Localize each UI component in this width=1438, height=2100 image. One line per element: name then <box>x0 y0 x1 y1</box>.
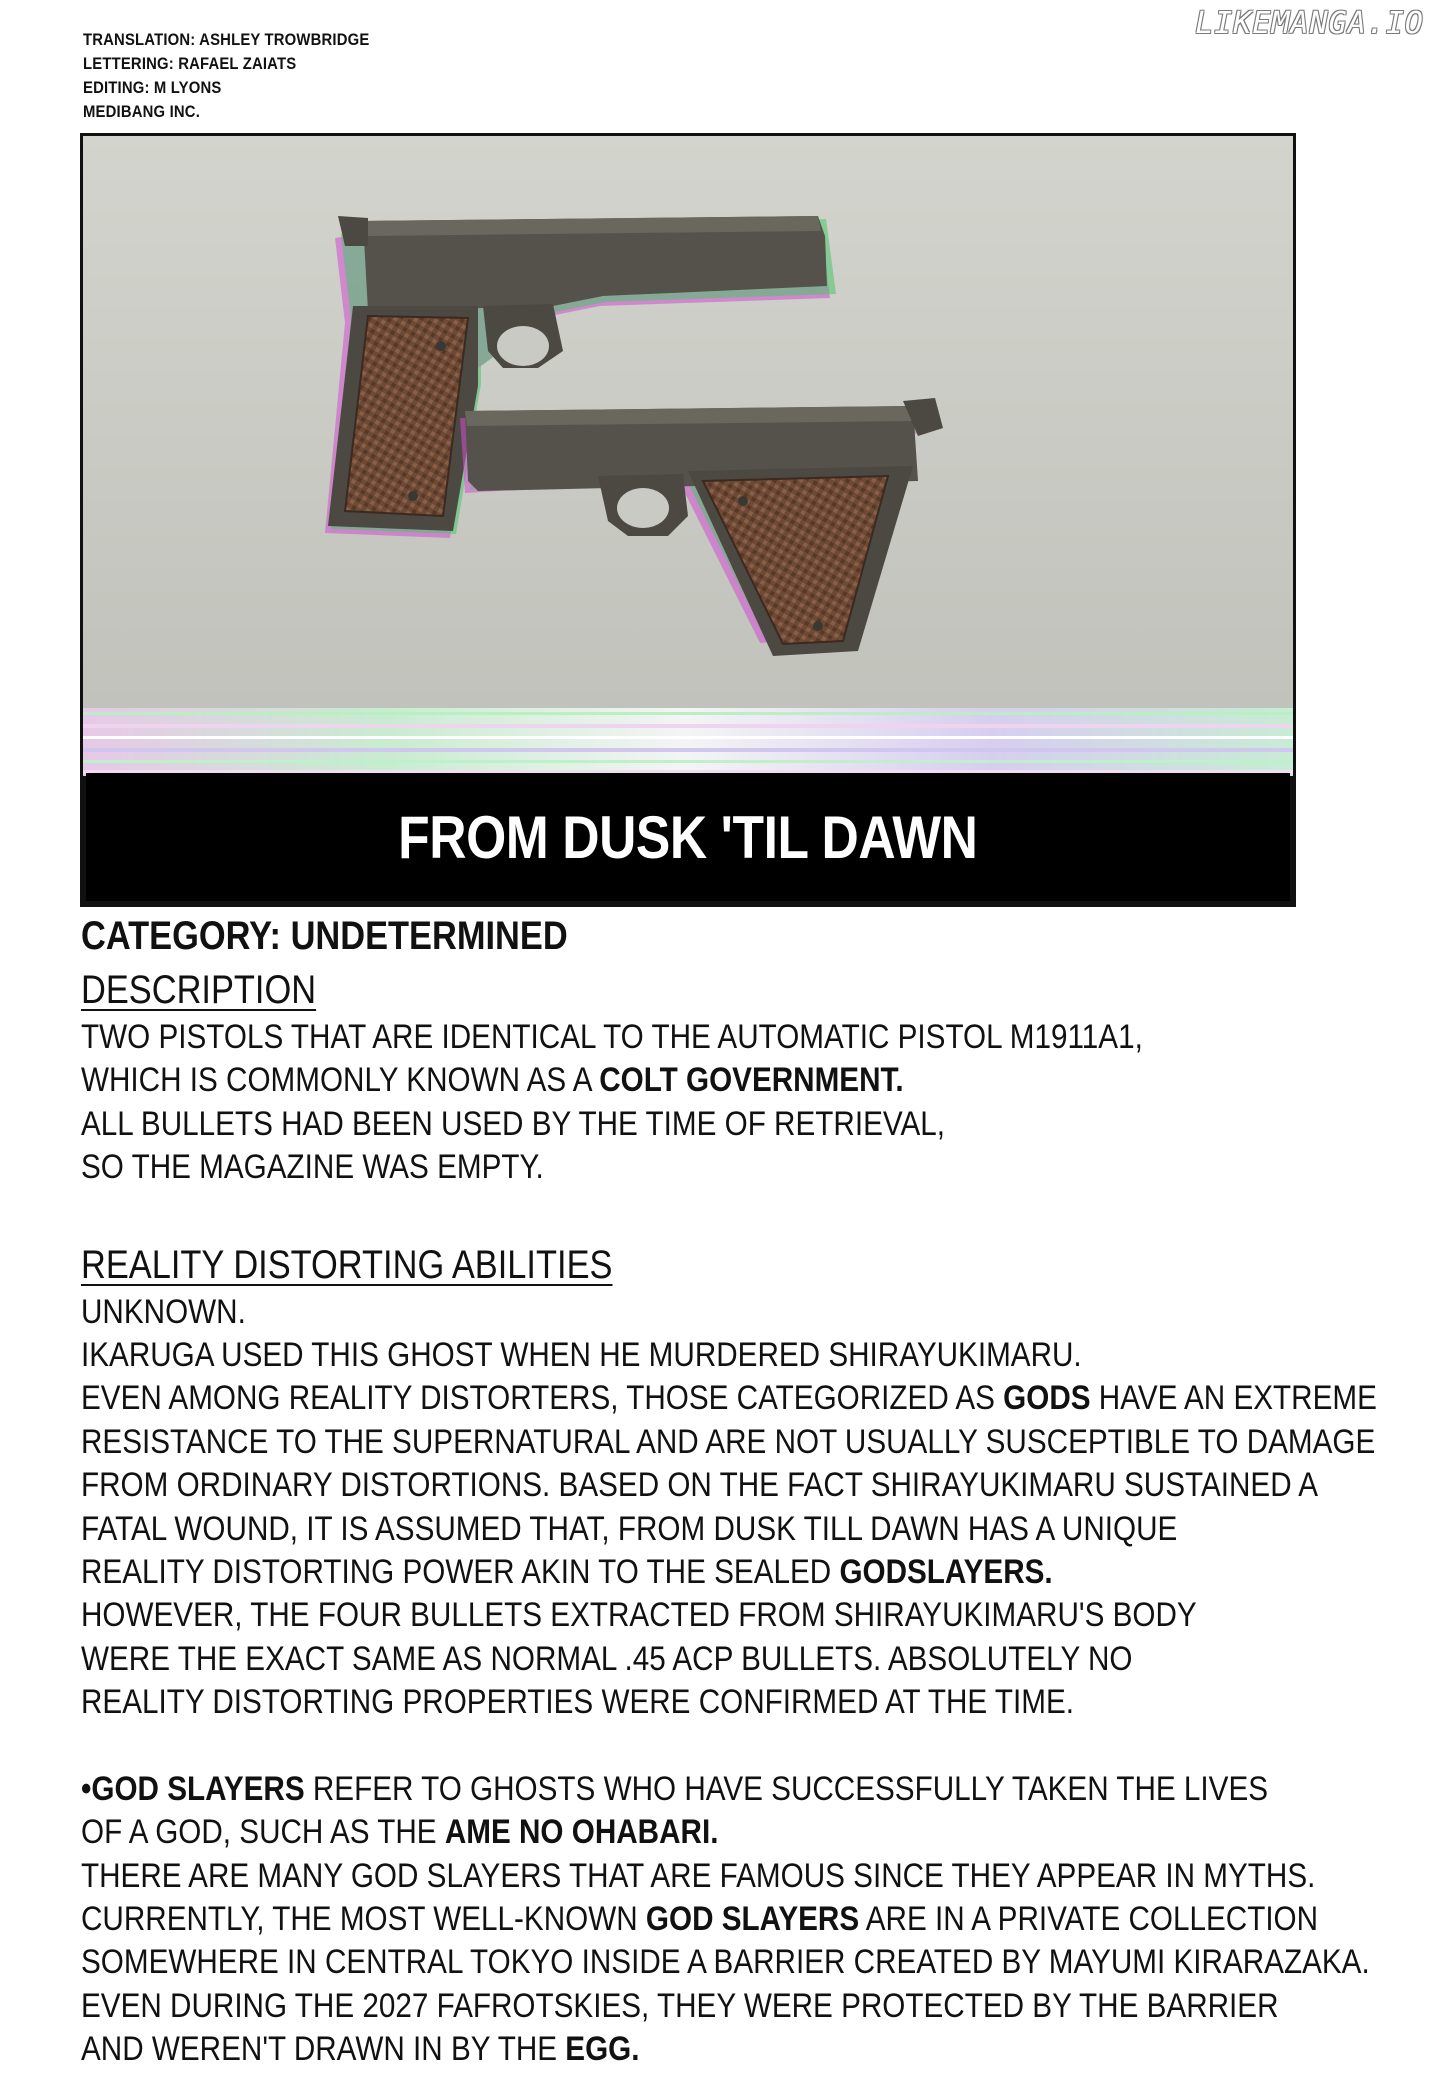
bold-term: GODSLAYERS. <box>839 1553 1053 1592</box>
credits-block <box>83 28 369 124</box>
text-run: WHICH IS COMMONLY KNOWN AS A <box>81 1061 600 1100</box>
text-run: REFER TO GHOSTS WHO HAVE SUCCESSFULLY TAKEN THE LIVES <box>304 1769 1269 1808</box>
abilities-line-9: WERE THE EXACT SAME AS NORMAL .45 ACP BULLETS. ABSOLUTELY NO <box>81 1639 1133 1678</box>
abilities-line-7 <box>81 1551 1216 1594</box>
site-watermark: LIKEMANGA.IO <box>1195 6 1424 41</box>
abilities-line-5: FROM ORDINARY DISTORTIONS. BASED ON THE FACT SHIRAYUKIMARU SUSTAINED A <box>81 1466 1319 1505</box>
abilities-heading: REALITY DISTORTING ABILITIES <box>81 1242 613 1287</box>
category-line: CATEGORY: UNDETERMINED <box>81 914 568 958</box>
note-line-6: EVEN DURING THE 2027 FAFROTSKIES, THEY WERE PROTECTED BY THE BARRIER <box>81 1986 1279 2025</box>
pistols-illustration <box>83 136 1293 776</box>
note-line-2 <box>81 1811 1216 1854</box>
note-line-4 <box>81 1898 1319 1941</box>
ghost-record <box>81 908 1377 2072</box>
abilities-line-8: HOWEVER, THE FOUR BULLETS EXTRACTED FROM SHIRAYUKIMARU'S BODY <box>81 1596 1197 1635</box>
description-heading: DESCRIPTION <box>81 968 317 1012</box>
text-run: EVEN AMONG REALITY DISTORTERS, THOSE CATEGORIZED AS <box>81 1379 1004 1418</box>
title-band <box>86 773 1290 901</box>
abilities-line-3 <box>81 1377 1377 1420</box>
note-line-3: THERE ARE MANY GOD SLAYERS THAT ARE FAMOUS SINCE THEY APPEAR IN MYTHS. <box>81 1856 1316 1895</box>
pistols-photo-panel <box>80 133 1296 907</box>
text-run: OF A GOD, SUCH AS THE <box>81 1813 445 1852</box>
abilities-line-4: RESISTANCE TO THE SUPERNATURAL AND ARE NOT USUALLY SUSCEPTIBLE TO DAMAGE <box>81 1422 1376 1461</box>
note-line-7 <box>81 2028 1216 2071</box>
credit-editing: EDITING: M LYONS <box>83 79 222 97</box>
bold-term: •GOD SLAYERS <box>81 1769 305 1808</box>
credit-translation: TRANSLATION: ASHLEY TROWBRIDGE <box>83 31 370 49</box>
description-line-3: ALL BULLETS HAD BEEN USED BY THE TIME OF RETRIEVAL, <box>81 1104 945 1143</box>
glitch-band <box>83 708 1293 776</box>
description-line-2 <box>81 1059 1216 1102</box>
description-line-1: TWO PISTOLS THAT ARE IDENTICAL TO THE AUTOMATIC PISTOL M1911A1, <box>81 1018 1143 1056</box>
bold-term: EGG. <box>565 2030 640 2069</box>
abilities-line-2: IKARUGA USED THIS GHOST WHEN HE MURDERED SHIRAYUKIMARU. <box>81 1336 1082 1375</box>
ghost-title: FROM DUSK 'TIL DAWN <box>398 803 978 871</box>
text-run: HAVE AN EXTREME <box>1090 1379 1377 1418</box>
description-line-4: SO THE MAGAZINE WAS EMPTY. <box>81 1148 544 1187</box>
credit-publisher: MEDIBANG INC. <box>83 103 201 121</box>
note-line-5: SOMEWHERE IN CENTRAL TOKYO INSIDE A BARRIER CREATED BY MAYUMI KIRARAZAKA. <box>81 1943 1370 1982</box>
abilities-line-6: FATAL WOUND, IT IS ASSUMED THAT, FROM DUSK TILL DAWN HAS A UNIQUE <box>81 1509 1178 1548</box>
abilities-line-10: REALITY DISTORTING PROPERTIES WERE CONFIRMED AT THE TIME. <box>81 1683 1075 1722</box>
abilities-line-1: UNKNOWN. <box>81 1292 246 1331</box>
bold-term: GODS <box>1003 1379 1091 1418</box>
text-run: ARE IN A PRIVATE COLLECTION <box>859 1899 1319 1938</box>
credit-lettering: LETTERING: RAFAEL ZAIATS <box>83 55 297 73</box>
text-run: CURRENTLY, THE MOST WELL-KNOWN <box>81 1899 646 1938</box>
text-run: REALITY DISTORTING POWER AKIN TO THE SEALED <box>81 1553 840 1592</box>
bold-term: COLT GOVERNMENT. <box>599 1061 904 1100</box>
text-run: AND WEREN'T DRAWN IN BY THE <box>81 2030 566 2069</box>
note-line-1 <box>81 1768 1269 1811</box>
bold-term: GOD SLAYERS <box>645 1899 860 1938</box>
bold-term: AME NO OHABARI. <box>444 1813 719 1852</box>
